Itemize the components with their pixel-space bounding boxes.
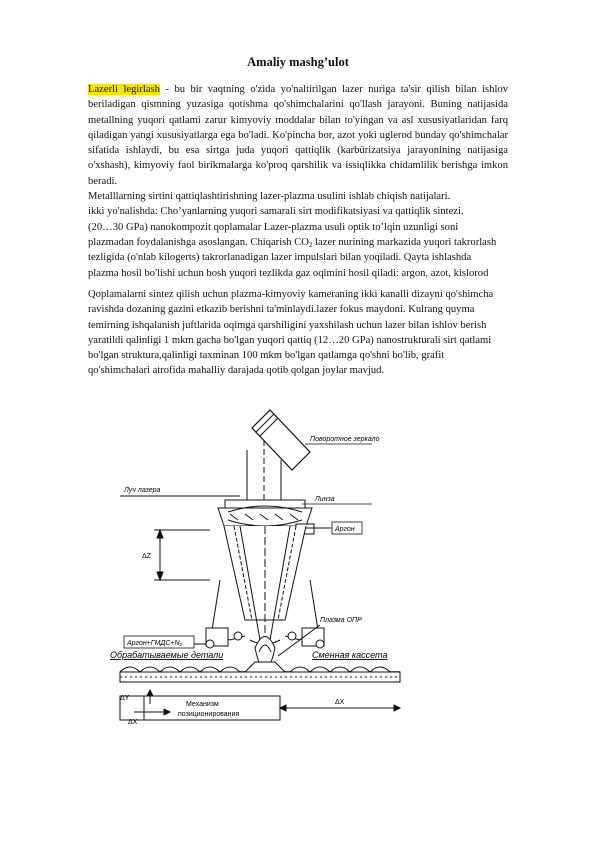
text-line: Metalllarning sirtini qattiqlashtirishning lazer-plazma usulini ishlab chiqish natijalari. bbox=[88, 191, 451, 203]
delta-z-dimension bbox=[154, 530, 210, 580]
label-mirror: Поворотное зеркало bbox=[310, 436, 380, 443]
text-line: (20…30 GPa) nanokompozit qoplamalar Lazer-plazma usuli optik to’lqin uzunligi soni bbox=[88, 221, 459, 233]
positioning-mechanism bbox=[120, 690, 400, 720]
highlighted-term: Lazerli legirlash bbox=[88, 84, 160, 95]
label-delta-z: ΔZ bbox=[142, 553, 151, 560]
text-line: temirning ishqalanish juftlarida oqimga qarshiligini yaxshilash uchun lazer bilan ishlov berish bbox=[88, 319, 487, 331]
text-line: Qoplamalarni sintez qilish uchun plazma-kimyoviy kameraning ikki kanalli dizayni qo'shimcha bbox=[88, 289, 494, 300]
page-title: Amaliy mashg’ulot bbox=[247, 55, 349, 69]
label-mechanism-2: позиционирования bbox=[178, 711, 240, 718]
label-mechanism-1: Механизм bbox=[186, 701, 219, 708]
text-line: ravishda dozaning gazini etkazib berishni ta'minlaydi.lazer fokus maydoni. Kulrang quyma bbox=[88, 304, 475, 316]
label-argon: Аргон bbox=[335, 526, 355, 533]
label-delta-x-left: ΔX bbox=[128, 719, 138, 726]
text-line: tezligida (o'nlab kilogerts) takrorlanadigan lazer impulslari bilan yoqiladi. Qayta ishlashda bbox=[88, 252, 472, 264]
label-gas-mix: Аргон+ГМДС+N₂ bbox=[127, 640, 183, 647]
text-line: qo'shimchalari atrofida mahalliy darajada qotib qolgan joylar mavjud. bbox=[88, 365, 385, 377]
workpiece-row bbox=[120, 662, 400, 682]
text-line: plazma hosil bo'lishi uchun bosh yuqori tezlikda gaz oqimini hosil qiladi: argon, azot, kislorod bbox=[88, 267, 489, 279]
label-plasma: Плазма ОПР bbox=[320, 617, 362, 624]
label-leaders bbox=[302, 444, 372, 528]
text-line: yaratildi qalinligi 1 mkm gacha bo'lgan yuqori qattiq (12…20 GPa) nanostrukturali sirt qatlami bbox=[88, 334, 492, 346]
label-workpieces: Обрабатываемые детали bbox=[110, 650, 224, 660]
text-line: plazmadan foydalanishga asoslangan. Chiqarish $CO_2$ lazer nurining markazida yuqori takrorlash bbox=[88, 236, 497, 249]
diagram-svg bbox=[110, 400, 410, 740]
text-line: bo'lgan struktura,qalinligi taxminan 100 mkm bo'lgan qatlamga qo'shni bo'lib, grafit bbox=[88, 350, 445, 362]
text-line: ikki yo'nalishda: Cho’yanlarning yuqori samarali sirt modifikatsiyasi va qattiqlik sintezi. bbox=[88, 206, 464, 218]
laser-plasma-diagram bbox=[110, 400, 410, 740]
intro-paragraph bbox=[88, 82, 508, 189]
lens-housing bbox=[218, 500, 312, 526]
intro-text: - bu bir vaqtning o'zida yo'naltirilgan lazer nuriga ta'sir qilish bilan ishlov beriladigan qismning yuzasiga qotishma qo'shimchalarini qo'llash jarayoni. Buning natijasida metallning yuqori qatlami zarur kimyoviy moddalar bilan to'yingan va asl xususiyatlaridan farq qiladigan yangi xususiyatlarga ega bo'ladi. Ko'pincha bor, azot yoki uglerod bunday qo'shimchalar sifatida ishlaydi, bu esa sirtga juda yuqori qattiqlik (karbürizatsiya jarayonining natijasiga o'xshash), kimyoviy faol birikmalarga ko'proq qarshilik va issiqlikka chidamlilik berishga imkon beradi. bbox=[88, 84, 508, 187]
label-laser-beam: Луч лазера bbox=[124, 487, 161, 494]
label-lens: Линза bbox=[315, 496, 335, 503]
label-delta-x-right: ΔX bbox=[335, 699, 345, 706]
label-delta-y: ΔY bbox=[120, 695, 130, 702]
label-cassette: Сменная кассета bbox=[312, 650, 388, 660]
paragraph-1 bbox=[88, 82, 508, 281]
paragraph-2 bbox=[88, 287, 508, 379]
